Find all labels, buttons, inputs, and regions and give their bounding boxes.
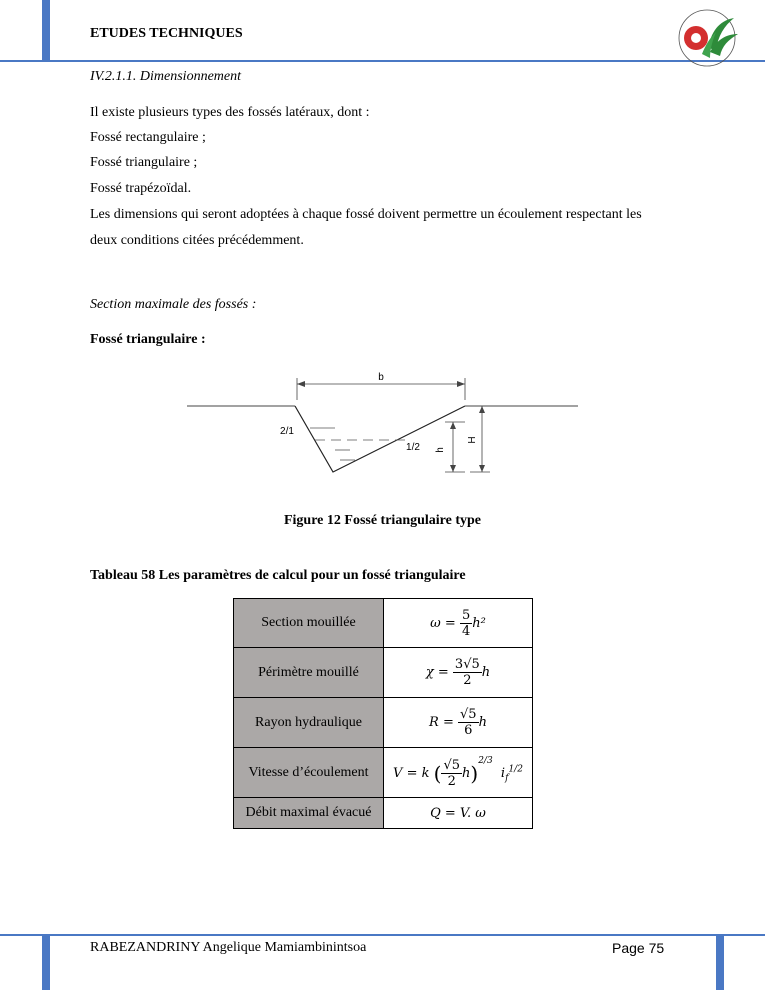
param-formula: V = k ( $\frac{√5}{2}$ h)$^{2/3}$ $i_f^{1/2}$: [384, 748, 533, 798]
table-row: [234, 648, 533, 698]
table-row: [234, 798, 533, 829]
param-formula: R = $\frac{√5}{6}$ h: [384, 698, 533, 748]
figure-caption: Figure 12 Fossé triangulaire type: [283, 513, 482, 528]
param-formula: ω = $\frac{5}{4}$ h²: [384, 599, 533, 648]
intro-line: Il existe plusieurs types des fossés latéraux, dont :: [90, 105, 370, 120]
param-label: Périmètre mouillé: [234, 648, 384, 698]
figure-label-h: h: [435, 447, 446, 453]
parameters-table: [233, 598, 533, 829]
figure-slope-right: 1/2: [406, 442, 420, 453]
footer-rule: [0, 934, 765, 936]
triangular-ditch-figure: [185, 370, 580, 480]
footer-accent-bar-left: [42, 934, 50, 990]
institution-logo-icon: [672, 8, 742, 68]
intro-line: deux conditions citées précédemment.: [90, 233, 304, 248]
table-row: [234, 748, 533, 798]
intro-line: Fossé triangulaire ;: [90, 155, 198, 170]
param-label: Rayon hydraulique: [234, 698, 384, 748]
figure-label-H: H: [467, 436, 478, 444]
table-row: [234, 698, 533, 748]
table-row: [234, 599, 533, 648]
intro-line: Les dimensions qui seront adoptées à chaque fossé doivent permettre un écoulement respectant les: [90, 207, 642, 222]
intro-line: Fossé trapézoïdal.: [90, 181, 192, 196]
header-title: ETUDES TECHNIQUES: [90, 26, 243, 41]
fosse-title: Fossé triangulaire :: [90, 332, 206, 347]
subheading: Section maximale des fossés :: [90, 297, 257, 312]
param-label: Débit maximal évacué: [234, 798, 384, 829]
footer-author: RABEZANDRINY Angelique Mamiambinintsoa: [90, 940, 367, 955]
footer-accent-bar-right: [716, 934, 724, 990]
footer-page-number: Page 75: [612, 940, 665, 956]
param-formula: χ = $\frac{3√5}{2}$ h: [384, 648, 533, 698]
section-heading: IV.2.1.1. Dimensionnement: [90, 69, 241, 84]
figure-label-b: b: [378, 372, 384, 383]
figure-slope-left: 2/1: [280, 426, 294, 437]
header-rule: [0, 60, 765, 62]
param-label: Section mouillée: [234, 599, 384, 648]
table-caption: Tableau 58 Les paramètres de calcul pour un fossé triangulaire: [90, 568, 466, 583]
intro-line: Fossé rectangulaire ;: [90, 130, 206, 145]
header-accent-bar: [42, 0, 50, 60]
param-label: Vitesse d’écoulement: [234, 748, 384, 798]
param-formula: Q = V. ω: [384, 798, 533, 829]
